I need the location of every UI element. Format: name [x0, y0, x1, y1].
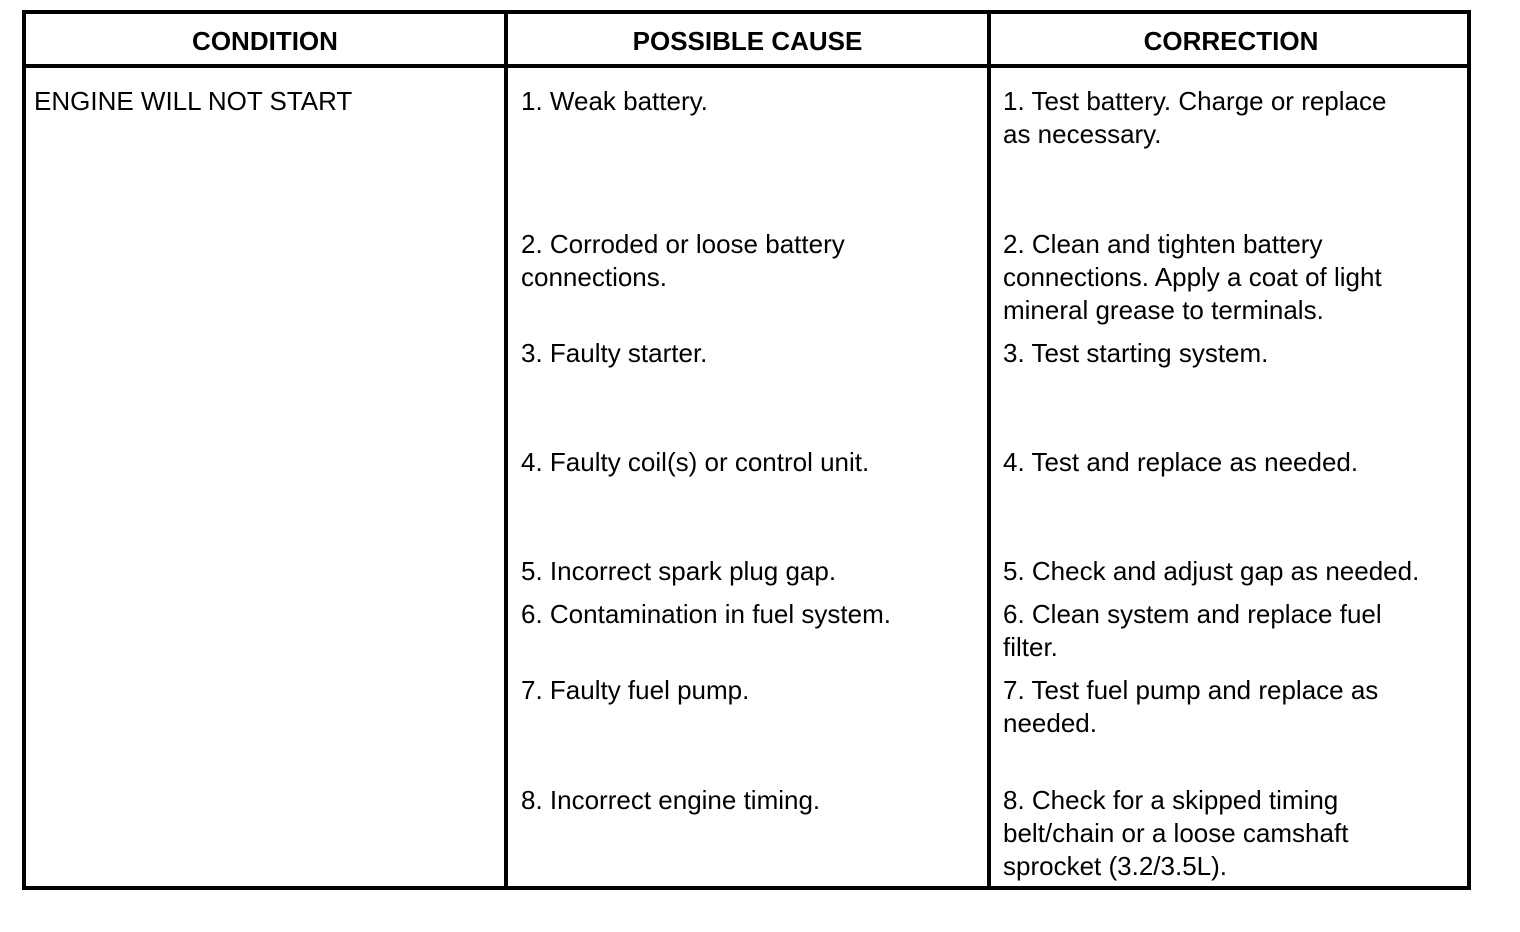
- correction-line: 3. Test starting system.: [1003, 338, 1269, 368]
- correction-line: belt/chain or a loose camshaft: [1003, 818, 1349, 848]
- correction-cell: [1003, 337, 1268, 370]
- cause-cell: [521, 598, 891, 631]
- cause-line: 8. Incorrect engine timing.: [521, 785, 821, 815]
- correction-line: 2. Clean and tighten battery: [1003, 229, 1323, 259]
- header-divider: [26, 64, 1467, 68]
- troubleshooting-table: [22, 10, 1471, 890]
- cause-cell: [521, 674, 749, 707]
- correction-cell: [1003, 228, 1382, 327]
- correction-line: 8. Check for a skipped timing: [1003, 785, 1339, 815]
- correction-line: connections. Apply a coat of light: [1003, 262, 1382, 292]
- correction-line: 1. Test battery. Charge or replace: [1003, 86, 1387, 116]
- cause-line: 2. Corroded or loose battery: [521, 229, 845, 259]
- cause-line: connections.: [521, 262, 667, 292]
- column-divider: [504, 14, 508, 886]
- correction-line: 7. Test fuel pump and replace as: [1003, 675, 1379, 705]
- correction-line: needed.: [1003, 708, 1097, 738]
- cause-cell: [521, 446, 869, 479]
- correction-cell: [1003, 555, 1419, 588]
- cause-cell: [521, 228, 845, 294]
- cause-line: 4. Faulty coil(s) or control unit.: [521, 447, 870, 477]
- correction-cell: [1003, 446, 1358, 479]
- cause-line: 6. Contamination in fuel system.: [521, 599, 891, 629]
- correction-line: 5. Check and adjust gap as needed.: [1003, 556, 1420, 586]
- correction-line: as necessary.: [1003, 119, 1162, 149]
- correction-cell: [1003, 85, 1386, 151]
- column-divider: [987, 14, 991, 886]
- condition-cell: ENGINE WILL NOT START: [34, 86, 353, 116]
- cause-cell: [521, 337, 707, 370]
- header-correction: CORRECTION: [1143, 26, 1319, 56]
- cause-cell: [521, 784, 820, 817]
- cause-cell: [521, 555, 836, 588]
- correction-line: sprocket (3.2/3.5L).: [1003, 851, 1227, 881]
- correction-line: filter.: [1003, 632, 1058, 662]
- correction-cell: [1003, 784, 1348, 883]
- cause-line: 5. Incorrect spark plug gap.: [521, 556, 837, 586]
- header-condition: CONDITION: [192, 26, 338, 56]
- correction-line: 4. Test and replace as needed.: [1003, 447, 1359, 477]
- correction-cell: [1003, 598, 1382, 664]
- cause-cell: [521, 85, 708, 118]
- cause-line: 3. Faulty starter.: [521, 338, 708, 368]
- header-possible-cause: POSSIBLE CAUSE: [632, 26, 863, 56]
- correction-cell: [1003, 674, 1378, 740]
- correction-line: 6. Clean system and replace fuel: [1003, 599, 1382, 629]
- cause-line: 1. Weak battery.: [521, 86, 708, 116]
- cause-line: 7. Faulty fuel pump.: [521, 675, 750, 705]
- correction-line: mineral grease to terminals.: [1003, 295, 1324, 325]
